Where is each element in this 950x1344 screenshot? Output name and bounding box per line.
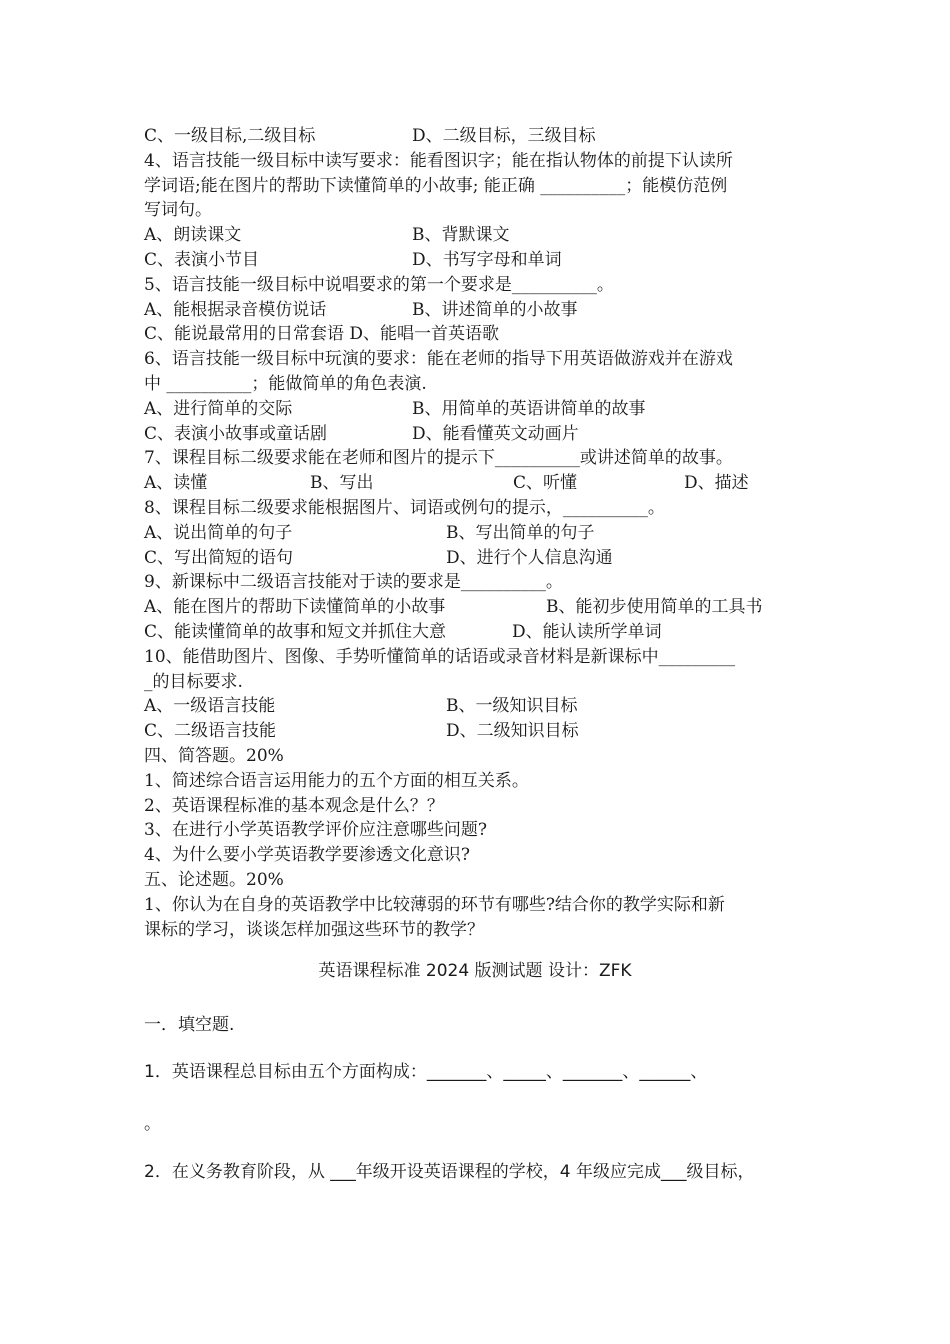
text-line: 4、为什么要小学英语教学要渗透文化意识?	[144, 845, 470, 866]
fill-in-question-1: 1．英语课程总目标由五个方面构成：_______、_____、_______、______、	[144, 1062, 708, 1082]
option-text: A、一级语言技能	[144, 696, 276, 717]
option-text: C、听懂	[513, 473, 578, 494]
fill-in-question-2: 2．在义务教育阶段，从 ___年级开设英语课程的学校，4 年级应完成___级目标，	[144, 1162, 755, 1182]
text-line: 1、简述综合语言运用能力的五个方面的相互关系。	[144, 770, 529, 791]
option-text: B、写出简单的句子	[446, 522, 595, 543]
text-line: 四、简答题。20%	[144, 746, 284, 766]
option-text: C、一级目标,二级目标	[144, 126, 316, 146]
text-line: 4、语言技能一级目标中读写要求：能看图识字；能在指认物体的前提下认读所	[144, 150, 733, 171]
option-text: B、背默课文	[412, 225, 510, 246]
text-line: C、能说最常用的日常套语 D、能唱一首英语歌	[144, 324, 500, 345]
text-line: 写词句。	[144, 200, 212, 221]
text-line: 8、课程目标二级要求能根据图片、词语或例句的提示，__________。	[144, 498, 665, 518]
option-text: B、写出	[310, 473, 374, 494]
option-text: D、能认读所学单词	[512, 622, 662, 642]
text-line: 中 __________；能做简单的角色表演.	[144, 374, 427, 394]
option-text: D、二级目标，三级目标	[412, 126, 596, 146]
section-heading-fill-in: 一．填空题.	[144, 1015, 235, 1035]
fill-in-question-1-end: 。	[144, 1114, 161, 1134]
option-text: D、描述	[684, 473, 749, 494]
text-line: 5、语言技能一级目标中说唱要求的第一个要求是__________。	[144, 274, 614, 295]
option-text: C、表演小节目	[144, 250, 260, 270]
option-text: A、读懂	[144, 473, 208, 494]
option-text: D、书写字母和单词	[412, 250, 562, 270]
text-line: 7、课程目标二级要求能在老师和图片的提示下__________或讲述简单的故事。	[144, 448, 733, 469]
text-line: 1、你认为在自身的英语教学中比较薄弱的环节有哪些?结合你的教学实际和新	[144, 894, 725, 915]
option-text: C、二级语言技能	[144, 721, 277, 742]
option-text: D、能看懂英文动画片	[412, 423, 579, 444]
option-text: B、一级知识目标	[446, 696, 578, 717]
option-text: A、进行简单的交际	[144, 398, 293, 419]
option-text: B、用简单的英语讲简单的故事	[412, 398, 646, 419]
option-text: C、写出简短的语句	[144, 547, 294, 568]
option-text: C、能读懂简单的故事和短文并抓住大意	[144, 622, 447, 642]
text-line: 9、新课标中二级语言技能对于读的要求是__________。	[144, 572, 563, 593]
text-line: 2、英语课程标准的基本观念是什么？？	[144, 795, 444, 816]
option-text: D、进行个人信息沟通	[446, 547, 613, 568]
text-line: 3、在进行小学英语教学评价应注意哪些问题?	[144, 820, 487, 841]
text-line: 学词语;能在图片的帮助下读懂简单的小故事; 能正确 __________；能模仿范例	[144, 175, 728, 196]
option-text: B、能初步使用简单的工具书	[546, 597, 763, 618]
text-line: 课标的学习，谈谈怎样加强这些环节的教学？	[144, 919, 484, 940]
text-line: 10、能借助图片、图像、手势听懂简单的话语或录音材料是新课标中_________	[144, 646, 736, 667]
test-title: 英语课程标准 2024 版测试题 设计：ZFK	[318, 961, 632, 981]
text-line: 6、语言技能一级目标中玩演的要求：能在老师的指导下用英语做游戏并在游戏	[144, 349, 733, 370]
text-line: 五、论述题。20%	[144, 870, 284, 890]
text-line: _的目标要求.	[144, 671, 243, 692]
option-text: C、表演小故事或童话剧	[144, 423, 328, 444]
option-text: A、说出简单的句子	[144, 522, 293, 543]
option-text: D、二级知识目标	[446, 721, 579, 742]
option-text: A、能在图片的帮助下读懂简单的小故事	[144, 597, 446, 618]
option-text: A、朗读课文	[144, 225, 242, 246]
option-text: B、讲述简单的小故事	[412, 299, 578, 320]
option-text: A、能根据录音模仿说话	[144, 299, 327, 320]
